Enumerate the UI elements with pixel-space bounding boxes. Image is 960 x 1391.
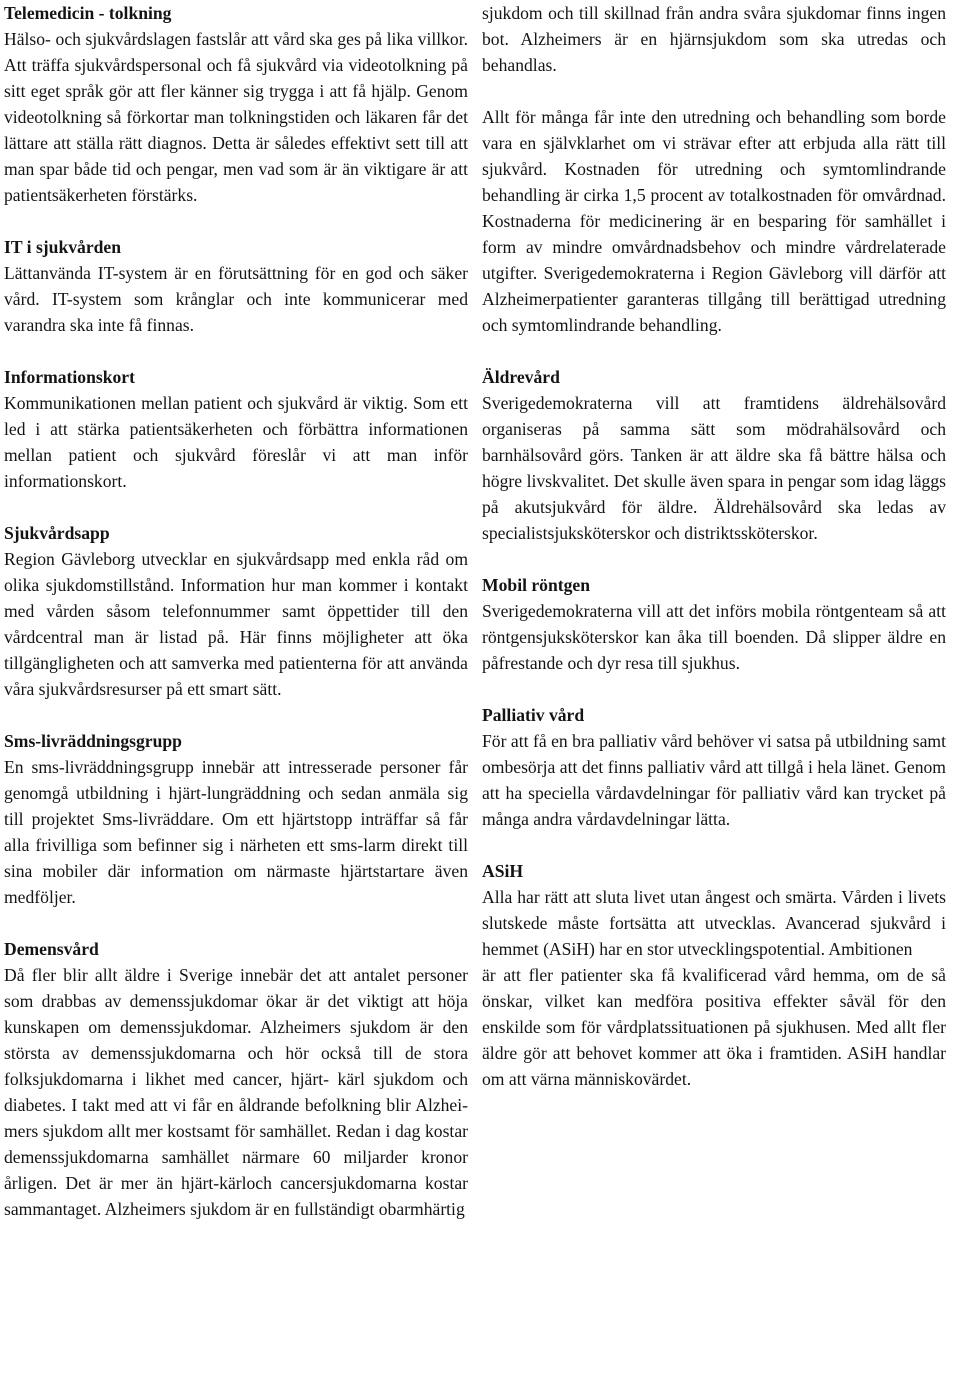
section-telemedicin	[4, 0, 468, 208]
section-body: Region Gävleborg utvecklar en sjukvårdsapp med enkla råd om olika sjukdomstillstånd. Information hur man kommer i kontakt med vården såsom telefonnummer samt öppettider till den vårdcentral man är listad på. Här finns möjligheter att öka tillgängligheten och att samverka med patienterna för att använda våra sjukvårdsresurser på ett smart sätt.	[4, 549, 468, 699]
section-heading: IT i sjukvården	[4, 237, 122, 257]
section-body: Alla har rätt att sluta livet utan ångest och smärta. Vården i livets slutskede måste fortsätta att utvecklas. Avancerad sjukvård i hemmet (ASiH) har en stor utvecklingspotential. Ambitionen	[482, 887, 946, 959]
section-body: är att fler patienter ska få kvalificerad vård hemma, om de så önskar, vilket kan medföra positiva effekter såväl för den enskilde som för vårdplatssituationen på sjukhusen. Med allt fler äldre gör att behovet kommer att öka i framtiden. ASiH handlar om att värna människovärdet.	[482, 965, 946, 1089]
section-heading: ASiH	[482, 861, 524, 881]
section-body: En sms-livräddningsgrupp innebär att intresserade personer får genomgå utbildning i hjärt-lungräddning och sedan anmäla sig till projektet Sms-livräddare. Om ett hjärtstopp inträffar så får alla frivilliga som befinner sig i närheten ett sms-larm direkt till sina mobiler där information om närmaste hjärtstartare även medföljer.	[4, 757, 468, 907]
section-demensvard-continued-2	[482, 104, 946, 338]
section-body: Sverigedemokraterna vill att det införs mobila röntgenteam så att röntgensjuksköterskor kan åka till boenden. Då slipper äldre en påfrestande och dyr resa till sjukhus.	[482, 601, 946, 673]
section-heading: Sms-livräddningsgrupp	[4, 731, 182, 751]
section-sjukvardsapp	[4, 520, 468, 702]
section-informationskort	[4, 364, 468, 494]
right-column	[482, 0, 946, 1092]
section-palliativ-vard	[482, 702, 946, 832]
section-it-i-sjukvarden	[4, 234, 468, 338]
section-sms-livraddningsgrupp	[4, 728, 468, 910]
section-aldrevard	[482, 364, 946, 546]
section-heading: Telemedicin - tolkning	[4, 3, 172, 23]
section-body: sjukdom och till skillnad från andra svåra sjukdomar finns ingen bot. Alzheimers är en hjärnsjukdom som ska utredas och behandlas.	[482, 3, 946, 75]
section-body: Hälso- och sjukvårdslagen fastslår att vård ska ges på lika villkor. Att träffa sjukvårdspersonal och få sjukvård via videotolkning på sitt eget språk gör att fler känner sig trygga i att få hjälp. Genom videotolkning så förkortar man tolkningstiden och läkaren får det lättare att ställa rätt diagnos. Detta är således effektivt sett till att man spar både tid och pengar, men vad som är än viktigare är att patientsäkerheten förstärks.	[4, 29, 468, 205]
section-body: Allt för många får inte den utredning och behandling som borde vara en självklarhet om vi strävar efter att erbjuda alla rätt till sjukvård. Kostnaden för utredning och symtomlindrande behandling är cirka 1,5 procent av totalkostnaden för omvårdnad. Kostnaderna för medicinering är en besparing för samhället i form av mindre omvårdnadsbehov och mindre vårdrelaterade utgifter. Sverigedemokraterna i Region Gävleborg vill därför att Alzheimerpatienter garanteras tillgång till berättigad utredning och symtomlindrande behandling.	[482, 107, 946, 335]
section-heading: Informationskort	[4, 367, 135, 387]
section-body: Kommunikationen mellan patient och sjukvård är viktig. Som ett led i att stärka patientsäkerheten och förbättra informationen mellan patient och sjukvård föreslår vi att man inför informationskort.	[4, 393, 468, 491]
section-heading: Sjukvårdsapp	[4, 523, 110, 543]
section-heading: Palliativ vård	[482, 705, 585, 725]
section-body: Lättanvända IT-system är en förutsättning för en god och säker vård. IT-system som krånglar och inte kommunicerar med varandra ska inte få finnas.	[4, 263, 468, 335]
section-body: För att få en bra palliativ vård behöver vi satsa på utbildning samt ombesörja att det finns palliativ vård att tillgå i hela länet. Genom att ha speciella vårdavdelningar för palliativ vård kan trycket på många andra vårdavdelningar lätta.	[482, 731, 946, 829]
section-heading: Demensvård	[4, 939, 99, 959]
section-body: Då fler blir allt äldre i Sverige innebär det att antalet personer som drabbas av demenssjukdomar ökar är det viktigt att höja kunskapen om demenssjukdomar. Alzheimers sjukdom är den största av demenssjukdomarna och hör också till de stora folksjukdomarna i likhet med cancer, hjärt- kärl sjukdom och diabetes. I takt med att vi får en åldrande befolkning blir Alzheimers sjukdom allt mer kostsamt för samhället. Redan i dag kostar demenssjukdomarna samhället närmare 60 miljarder kronor årligen. Det är mer än hjärt-kärloch cancersjukdomarna kostar sammantaget. Alzheimers sjukdom är en fullständigt obarmhärtig	[4, 965, 468, 1219]
section-heading: Äldrevård	[482, 367, 560, 387]
section-demensvard	[4, 936, 468, 1222]
section-heading: Mobil röntgen	[482, 575, 591, 595]
section-demensvard-continued	[482, 0, 946, 78]
section-mobil-rontgen	[482, 572, 946, 676]
section-asih	[482, 858, 946, 1092]
left-column	[4, 0, 468, 1222]
section-body: Sverigedemokraterna vill att framtidens äldrehälsovård organiseras på samma sätt som mödrahälsovård och barnhälsovård görs. Tanken är att äldre ska få bättre hälsa och högre livskvalitet. Det skulle även spara in pengar som idag läggs på akutsjukvård för äldre. Äldrehälsovård ska ledas av specialistsjuksköterskor och distriktssköterskor.	[482, 393, 946, 543]
